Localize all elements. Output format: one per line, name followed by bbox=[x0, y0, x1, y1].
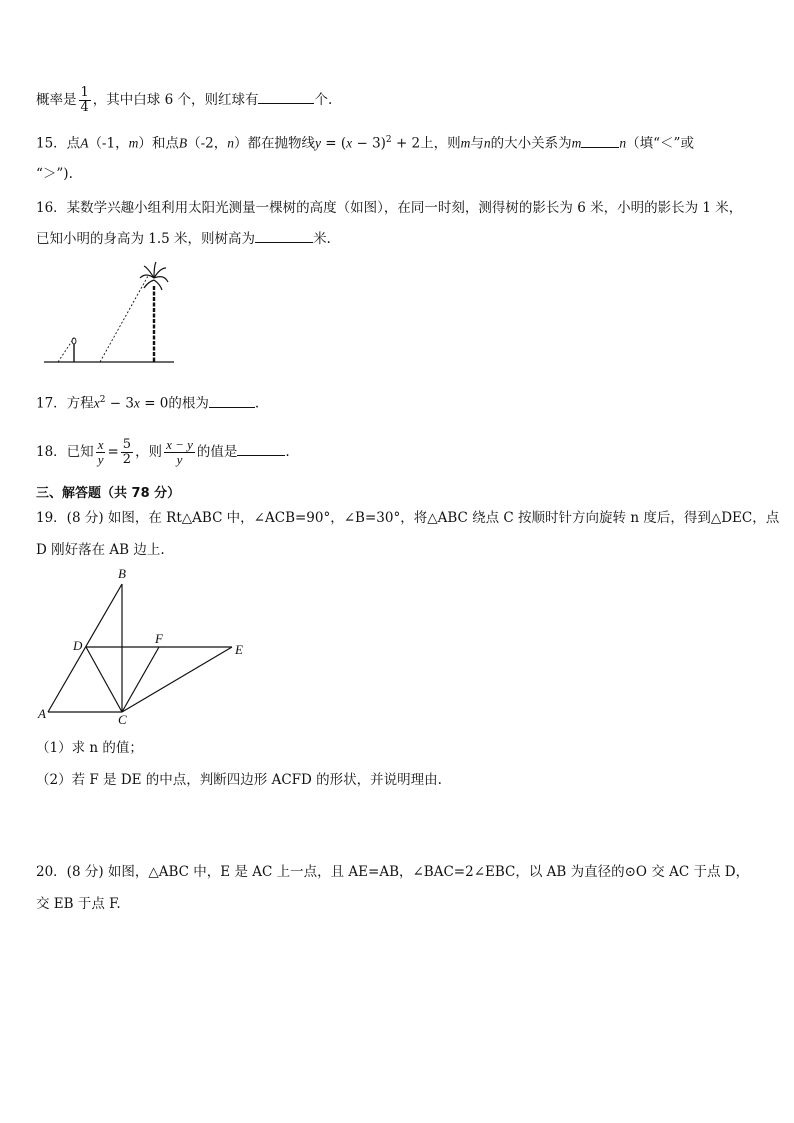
label-b: B bbox=[118, 566, 126, 581]
q18-then: ，则 bbox=[135, 444, 163, 460]
q17-answer-blank[interactable] bbox=[209, 393, 255, 408]
q15-m3: m bbox=[571, 135, 582, 151]
q18-line bbox=[36, 434, 764, 470]
segment-fc bbox=[122, 647, 159, 712]
q18-f1-num: x bbox=[97, 437, 104, 452]
q17-x2: x bbox=[133, 395, 140, 411]
q16-line-2b: 米. bbox=[313, 231, 331, 247]
q14-answer-blank[interactable] bbox=[258, 89, 314, 104]
q16-answer-blank[interactable] bbox=[255, 228, 313, 243]
q15-answer-blank[interactable] bbox=[581, 133, 619, 148]
q15-num: 15．点 bbox=[36, 135, 81, 152]
q15-n3: n bbox=[619, 135, 627, 151]
person-head bbox=[72, 338, 76, 344]
q18-f2-den: 2 bbox=[122, 452, 132, 467]
q14-mid: ，其中白球 6 个，则红球有 bbox=[92, 92, 259, 108]
q15-eq-sup: 2 bbox=[385, 135, 392, 145]
q16-line-2a: 已知小明的身高为 1.5 米，则树高为 bbox=[36, 231, 256, 247]
q15-line-1 bbox=[36, 130, 764, 154]
q18-answer-blank[interactable] bbox=[237, 441, 285, 456]
q18-frac-diff bbox=[164, 438, 195, 467]
q17-prefix: 17．方程 bbox=[36, 395, 94, 412]
q15-n2: n bbox=[483, 135, 491, 151]
q14-fraction bbox=[79, 86, 91, 115]
label-d: D bbox=[73, 638, 83, 653]
q17-x: x bbox=[93, 395, 100, 411]
q14-frac-den: 4 bbox=[80, 100, 89, 115]
q17-mid: − 3 bbox=[105, 395, 134, 412]
q15-close1: ）和点 bbox=[138, 135, 179, 152]
q18-eq: = bbox=[107, 444, 119, 460]
q18-prefix: 18．已知 bbox=[36, 444, 94, 460]
q17-sup: 2 bbox=[99, 395, 106, 405]
q15-line-2: “＞”). bbox=[36, 166, 73, 182]
q15-after-eq: 上，则 bbox=[420, 135, 461, 152]
section-3-heading: 三、解答题（共 78 分） bbox=[36, 486, 181, 501]
q15-eq-mid: = ( bbox=[321, 135, 347, 152]
q15-m: m bbox=[128, 135, 139, 151]
segment-ec bbox=[122, 647, 232, 712]
label-c: C bbox=[118, 712, 127, 727]
q14-line bbox=[36, 86, 764, 115]
q19-geometry-figure bbox=[34, 566, 264, 726]
q18-frac-xy bbox=[96, 438, 106, 467]
q15-b-coord: （-2， bbox=[187, 135, 228, 152]
q18-f1-den: y bbox=[97, 452, 104, 467]
q15-eq-minus: − 3) bbox=[352, 135, 386, 152]
q15-eq-x: x bbox=[346, 135, 353, 151]
q19-line-2: D 刚好落在 AB 边上. bbox=[36, 542, 165, 558]
q19-line-1: 19．(8 分) 如图，在 Rt△ABC 中，∠ACB=90°，∠B=30°，将△ABC 绕点 C 按顺时针方向旋转 n 度后，得到△DEC，点 bbox=[36, 510, 780, 526]
q18-f3-den: y bbox=[164, 452, 195, 467]
q20-line-2: 交 EB 于点 F. bbox=[36, 896, 121, 912]
q16-line-1: 16．某数学兴趣小组利用太阳光测量一棵树的高度（如图），在同一时刻，测得树的影长为 6 米，小明的影长为 1 米， bbox=[36, 200, 743, 216]
q19-sub-1: （1）求 n 的值； bbox=[36, 740, 143, 756]
q14-suffix: 个. bbox=[314, 92, 333, 108]
tree-sun-ray bbox=[100, 276, 148, 362]
q15-close2: ）都在抛物线 bbox=[234, 135, 315, 152]
q15-m2: m bbox=[460, 135, 471, 151]
q18-suffix: 的值是 bbox=[196, 444, 238, 460]
q15-a-coord: （-1， bbox=[88, 135, 129, 152]
label-a: A bbox=[38, 706, 46, 721]
label-f: F bbox=[155, 631, 163, 646]
segment-dc bbox=[86, 647, 122, 712]
q18-f3-num: x − y bbox=[166, 437, 193, 452]
q15-point-a: A bbox=[80, 135, 89, 151]
q19-sub-2: （2）若 F 是 DE 的中点，判断四边形 ACFD 的形状，并说明理由. bbox=[36, 772, 442, 788]
q17-line bbox=[36, 390, 764, 414]
q17-end: . bbox=[254, 395, 260, 412]
q15-fill-hint: （填“＜”或 bbox=[626, 135, 694, 152]
tree-crown bbox=[140, 262, 168, 290]
q14-prefix: 概率是 bbox=[36, 92, 77, 108]
q18-f2-num: 5 bbox=[122, 437, 132, 452]
label-e: E bbox=[235, 642, 243, 657]
q14-frac-num: 1 bbox=[80, 85, 89, 100]
q15-point-b: B bbox=[178, 135, 188, 151]
q15-with: 与 bbox=[470, 135, 484, 152]
q17-eq: = 0 bbox=[139, 395, 169, 412]
q16-tree-figure bbox=[40, 258, 180, 368]
q16-line-2 bbox=[36, 228, 764, 249]
q18-end: . bbox=[285, 444, 290, 460]
q15-rel: 的大小关系为 bbox=[490, 135, 572, 152]
q20-line-1: 20．(8 分) 如图，△ABC 中，E 是 AC 上一点，且 AE=AB，∠BAC=2∠EBC，以 AB 为直径的⊙O 交 AC 于点 D， bbox=[36, 864, 750, 880]
q18-frac-52 bbox=[121, 438, 133, 467]
q17-suffix: 的根为 bbox=[168, 395, 209, 412]
q15-n: n bbox=[227, 135, 234, 151]
q15-eq-end: + 2 bbox=[391, 135, 421, 152]
q15-eq-y: y bbox=[315, 135, 321, 151]
